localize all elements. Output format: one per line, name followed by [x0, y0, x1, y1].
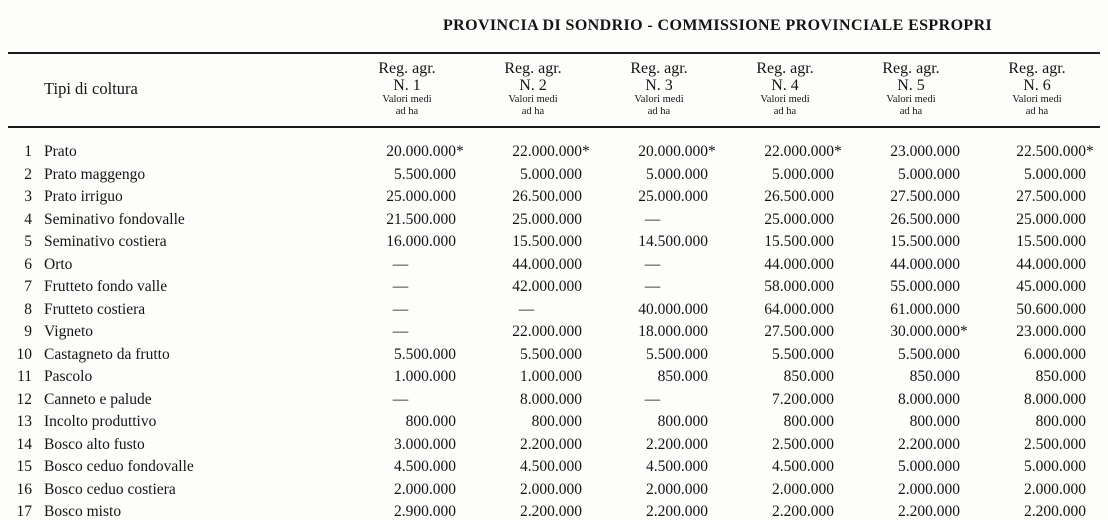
value-cell: 4.500.000 [646, 458, 708, 475]
value-cell: — [392, 255, 409, 273]
value-cell: 21.500.000 [386, 210, 456, 228]
value-cell: — [392, 323, 409, 340]
value-cell: 2.000.000 [646, 480, 708, 498]
crop-type-label: Prato irriguo [44, 188, 123, 205]
asterisk-marker: * [456, 143, 464, 160]
value-cell: 27.500.000 [890, 188, 960, 205]
row-number: 1 [24, 143, 32, 160]
value-cell: 5.000.000 [898, 165, 960, 183]
row-number: 3 [24, 188, 32, 205]
value-cell: 27.500.000 [764, 323, 834, 340]
asterisk-marker: * [960, 323, 968, 340]
value-cell: 20.000.000 * [596, 127, 722, 164]
table-body [8, 127, 1100, 520]
table-row [8, 299, 1100, 322]
value-cell: 2.200.000 [646, 435, 708, 453]
column-header-line: Valori medi [760, 94, 810, 105]
column-header-line: Reg. agr. [882, 60, 940, 77]
value-cell: 2.000.000 [898, 480, 960, 498]
column-header-line: ad ha [395, 106, 419, 117]
column-header-reg-agr-4 [722, 53, 848, 127]
value-cell: 45.000.000 [1016, 278, 1086, 295]
value-cell: — [644, 278, 661, 295]
value-cell: 5.000.000 [646, 165, 708, 183]
row-number: 9 [24, 323, 32, 340]
value-cell: 22.000.000 * [722, 127, 848, 164]
column-header-line: Reg. agr. [378, 60, 436, 77]
value-cell: 25.000.000 [764, 210, 834, 228]
value-cell: 15.500.000 [1016, 233, 1086, 250]
value-cell: 23.000.000 [890, 143, 960, 160]
value-cell: 1.000.000 [394, 368, 456, 385]
value-cell: 3.000.000 [394, 435, 456, 453]
column-header-reg-agr-1 [344, 53, 470, 127]
value-cell: 800.000 [783, 413, 834, 430]
value-cell: 2.200.000 [1024, 503, 1086, 520]
value-cell: 64.000.000 [764, 300, 834, 318]
crop-type-label: Pascolo [44, 368, 93, 385]
value-cell: 5.000.000 [520, 165, 582, 183]
column-header-reg-agr-3 [596, 53, 722, 127]
value-cell: 40.000.000 [638, 300, 708, 318]
crop-type-label: Canneto e palude [44, 390, 152, 408]
row-number: 2 [24, 165, 32, 183]
value-cell: 58.000.000 [764, 278, 834, 295]
value-cell: 800.000 [657, 413, 708, 430]
value-cell: 44.000.000 [764, 255, 834, 273]
value-cell: 2.000.000 [394, 480, 456, 498]
crop-type-label: Frutteto fondo valle [44, 278, 168, 295]
value-cell: 42.000.000 [512, 278, 582, 295]
column-header-line: ad ha [1025, 106, 1049, 117]
column-header-reg-agr-6 [974, 53, 1100, 127]
value-cell: 5.500.000 [394, 345, 456, 363]
column-header-line: Reg. agr. [756, 60, 814, 77]
value-cell: 800.000 [1035, 413, 1086, 430]
crop-type-label: Bosco ceduo costiera [44, 480, 176, 498]
value-cell: 5.000.000 [1024, 458, 1086, 475]
row-number: 7 [24, 278, 32, 295]
table-row [8, 344, 1100, 367]
table-row [8, 254, 1100, 277]
value-cell: 22.000.000 * [470, 127, 596, 164]
value-cell: 26.500.000 [512, 188, 582, 205]
column-header-line: N. 4 [771, 77, 799, 94]
row-number: 6 [24, 255, 32, 273]
value-cell: 850.000 [783, 368, 834, 385]
value-cell: 25.000.000 [1016, 210, 1086, 228]
crop-type-label: Prato [44, 143, 77, 160]
value-cell: 800.000 [909, 413, 960, 430]
document-title: PROVINCIA DI SONDRIO - COMMISSIONE PROVINCIALE ESPROPRI [443, 17, 993, 34]
row-number: 15 [16, 458, 32, 475]
value-cell: 850.000 [657, 368, 708, 385]
table-row [8, 209, 1100, 232]
value-cell: 2.200.000 [646, 503, 708, 520]
row-number: 17 [16, 503, 32, 520]
value-cell: 18.000.000 [638, 323, 708, 340]
value-cell: 30.000.000 * [848, 321, 974, 344]
row-number: 11 [17, 368, 32, 385]
value-cell: 25.000.000 [386, 188, 456, 205]
asterisk-marker: * [834, 143, 842, 160]
value-cell: 2.500.000 [1024, 435, 1086, 453]
value-cell: 4.500.000 [772, 458, 834, 475]
value-cell: 2.200.000 [772, 503, 834, 520]
value-cell: 5.500.000 [520, 345, 582, 363]
column-header-line: Reg. agr. [504, 60, 562, 77]
crop-type-label: Prato maggengo [44, 165, 146, 183]
value-cell: 5.000.000 [898, 458, 960, 475]
value-cell: 55.000.000 [890, 278, 960, 295]
row-number: 16 [16, 480, 32, 498]
value-cell: 5.500.000 [394, 165, 456, 183]
crop-type-label: Orto [44, 255, 73, 273]
column-header-line: N. 6 [1023, 77, 1051, 94]
value-cell: 15.500.000 [512, 233, 582, 250]
value-cell: 1.000.000 [520, 368, 582, 385]
column-header-line: ad ha [647, 106, 671, 117]
value-cell: 5.000.000 [772, 165, 834, 183]
value-cell: 44.000.000 [512, 255, 582, 273]
value-cell: 20.000.000 * [344, 127, 470, 164]
value-cell: — [392, 278, 409, 295]
value-cell: 2.000.000 [772, 480, 834, 498]
value-cell: 50.600.000 [1016, 300, 1086, 318]
value-cell: — [644, 390, 661, 408]
value-cell: 5.500.000 [772, 345, 834, 363]
value-cell: 5.000.000 [1024, 165, 1086, 183]
value-cell: 16.000.000 [386, 233, 456, 250]
crop-type-label: Bosco ceduo fondovalle [44, 458, 194, 475]
crop-type-label: Seminativo costiera [44, 233, 167, 250]
crop-type-label: Incolto produttivo [44, 413, 157, 430]
value-cell: 800.000 [531, 413, 582, 430]
value-cell: 850.000 [1035, 368, 1086, 385]
table-row [8, 127, 1100, 164]
value-cell: 4.500.000 [520, 458, 582, 475]
row-number: 10 [16, 345, 32, 363]
value-cell: 61.000.000 [890, 300, 960, 318]
table-row [8, 389, 1100, 412]
table-row [8, 164, 1100, 187]
value-cell: 23.000.000 [1016, 323, 1086, 340]
value-cell: 2.900.000 [394, 503, 456, 520]
column-header-line: N. 1 [393, 77, 421, 94]
value-cell: 5.500.000 [646, 345, 708, 363]
crop-type-label: Castagneto da frutto [44, 345, 170, 363]
column-header-line: ad ha [521, 106, 545, 117]
column-header-line: Valori medi [382, 94, 432, 105]
land-values-table [8, 52, 1100, 520]
row-number: 12 [16, 390, 32, 408]
value-cell: 2.200.000 [898, 435, 960, 453]
value-cell: 22.500.000 * [974, 127, 1100, 164]
column-header-reg-agr-2 [470, 53, 596, 127]
table-row [8, 231, 1100, 254]
value-cell: 2.200.000 [898, 503, 960, 520]
value-cell: 8.000.000 [898, 390, 960, 408]
value-cell: 6.000.000 [1024, 345, 1086, 363]
value-cell: — [392, 300, 409, 318]
column-header-line: Valori medi [634, 94, 684, 105]
column-header-reg-agr-5 [848, 53, 974, 127]
value-cell: 2.200.000 [520, 435, 582, 453]
value-cell: 800.000 [405, 413, 456, 430]
value-cell: 7.200.000 [772, 390, 834, 408]
row-number: 8 [24, 300, 32, 318]
value-cell: 2.500.000 [772, 435, 834, 453]
column-header-line: Reg. agr. [630, 60, 688, 77]
table-row [8, 479, 1100, 502]
column-header-line: Valori medi [508, 94, 558, 105]
column-header-line: N. 2 [519, 77, 547, 94]
value-cell: 44.000.000 [890, 255, 960, 273]
value-cell: 44.000.000 [1016, 255, 1086, 273]
row-number: 4 [24, 210, 32, 228]
value-cell: 2.000.000 [520, 480, 582, 498]
value-cell: — [392, 390, 409, 408]
asterisk-marker: * [708, 143, 716, 160]
asterisk-marker: * [582, 143, 590, 160]
value-cell: 22.000.000 [512, 323, 582, 340]
table-row [8, 411, 1100, 434]
column-header-line: N. 3 [645, 77, 673, 94]
value-cell: 15.500.000 [764, 233, 834, 250]
column-header-line: N. 5 [897, 77, 925, 94]
corner-header-tipi-di-coltura: Tipi di coltura [44, 79, 138, 98]
row-number: 5 [24, 233, 32, 250]
crop-type-label: Vigneto [44, 323, 94, 340]
value-cell: 25.000.000 [512, 210, 582, 228]
value-cell: — [644, 255, 661, 273]
value-cell: 850.000 [909, 368, 960, 385]
table-row [8, 276, 1100, 299]
column-header-line: Valori medi [1012, 94, 1062, 105]
value-cell: 8.000.000 [1024, 390, 1086, 408]
table-row [8, 456, 1100, 479]
value-cell: 4.500.000 [394, 458, 456, 475]
value-cell: 2.000.000 [1024, 480, 1086, 498]
column-header-line: ad ha [773, 106, 797, 117]
crop-type-label: Frutteto costiera [44, 300, 146, 318]
crop-type-label: Bosco misto [44, 503, 122, 520]
row-number: 13 [16, 413, 32, 430]
value-cell: 25.000.000 [638, 188, 708, 205]
asterisk-marker: * [1086, 143, 1094, 160]
value-cell: 26.500.000 [890, 210, 960, 228]
value-cell: 27.500.000 [1016, 188, 1086, 205]
table-row [8, 501, 1100, 520]
crop-type-label: Seminativo fondovalle [44, 210, 185, 228]
table-header-row [8, 53, 1100, 127]
column-header-line: ad ha [899, 106, 923, 117]
column-header-line: Reg. agr. [1008, 60, 1066, 77]
row-number: 14 [16, 435, 32, 453]
table-row [8, 186, 1100, 209]
table-row [8, 321, 1100, 344]
crop-type-label: Bosco alto fusto [44, 435, 145, 453]
value-cell: 14.500.000 [638, 233, 708, 250]
value-cell: — [644, 210, 661, 228]
value-cell: 15.500.000 [890, 233, 960, 250]
value-cell: 8.000.000 [520, 390, 582, 408]
value-cell: 5.500.000 [898, 345, 960, 363]
table-row [8, 366, 1100, 389]
value-cell: 2.200.000 [520, 503, 582, 520]
value-cell: 26.500.000 [764, 188, 834, 205]
value-cell: — [518, 300, 535, 318]
table-row [8, 434, 1100, 457]
column-header-line: Valori medi [886, 94, 936, 105]
